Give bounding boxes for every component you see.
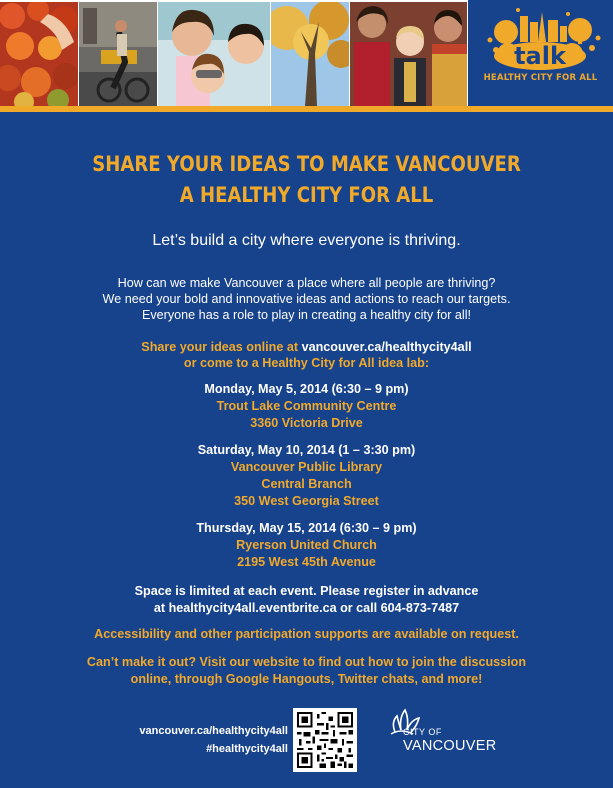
tagline: Let’s build a city where everyone is thriving. [152, 232, 461, 249]
city-of-label: CITY OF [403, 727, 442, 737]
photo-cultural-family [350, 2, 467, 106]
event-venue-line: 3360 Victoria Drive [250, 416, 363, 430]
online-line: Can’t make it out? Visit our website to find out how to join the discussion [86, 655, 527, 669]
event-thursday [0, 520, 613, 571]
photo-cyclist [79, 2, 157, 106]
event-venue-line: 2195 West 45th Avenue [237, 555, 376, 569]
share-ideas [0, 339, 613, 371]
talk-healthy-city-logo [468, 0, 613, 108]
accessibility-notice: Accessibility and other participation supports are available on request. [94, 627, 519, 641]
photo-tree [271, 2, 349, 106]
online-line: online, through Google Hangouts, Twitter chats, and more! [130, 672, 483, 686]
footer-url[interactable]: vancouver.ca/healthycity4all [139, 725, 288, 737]
event-saturday [0, 442, 613, 510]
website-link[interactable]: vancouver.ca/healthycity4all [301, 340, 472, 354]
event-venue-line: Trout Lake Community Centre [216, 399, 397, 413]
headline-line-2: A HEALTHY CITY FOR ALL [179, 183, 434, 207]
intro-paragraph [0, 275, 613, 323]
photo-strip [0, 0, 613, 108]
registration-notice [0, 583, 613, 617]
registration-line: Space is limited at each event. Please register in advance [134, 584, 479, 598]
footer-hashtag: #healthycity4all [206, 743, 288, 755]
event-venue-line: Vancouver Public Library [230, 460, 383, 474]
photo-vegetable-market [0, 2, 78, 106]
qr-code-icon [297, 712, 353, 768]
main-content [0, 112, 613, 688]
event-date: Saturday, May 10, 2014 (1 – 3:30 pm) [197, 443, 416, 457]
headline-line-1: SHARE YOUR IDEAS TO MAKE VANCOUVER [92, 152, 521, 176]
intro-line: Everyone has a role to play in creating a healthy city for all! [141, 308, 471, 322]
registration-line: at healthycity4all.eventbrite.ca or call 604-873-7487 [153, 601, 460, 615]
event-date: Monday, May 5, 2014 (6:30 – 9 pm) [204, 382, 409, 396]
logo-word: talk [514, 42, 566, 70]
event-monday [0, 381, 613, 432]
footer-links [80, 722, 288, 758]
share-idea-lab: or come to a Healthy City for All idea lab: [183, 356, 430, 370]
city-of-vancouver-logo [385, 708, 515, 764]
intro-line: How can we make Vancouver a place where all people are thriving? [117, 276, 496, 290]
headline [43, 149, 570, 211]
qr-code[interactable] [293, 708, 357, 772]
intro-line: We need your bold and innovative ideas and actions to reach our targets. [102, 292, 511, 306]
share-prefix: Share your ideas online at [141, 340, 302, 354]
logo-subtitle: HEALTHY CITY FOR ALL [483, 73, 598, 83]
photo-children [158, 2, 270, 106]
online-participation-notice [0, 654, 613, 688]
event-venue-line: 350 West Georgia Street [234, 494, 379, 508]
event-venue-line: Ryerson United Church [236, 538, 377, 552]
event-venue-line: Central Branch [261, 477, 352, 491]
vancouver-label: VANCOUVER [403, 738, 497, 754]
event-date: Thursday, May 15, 2014 (6:30 – 9 pm) [196, 521, 417, 535]
